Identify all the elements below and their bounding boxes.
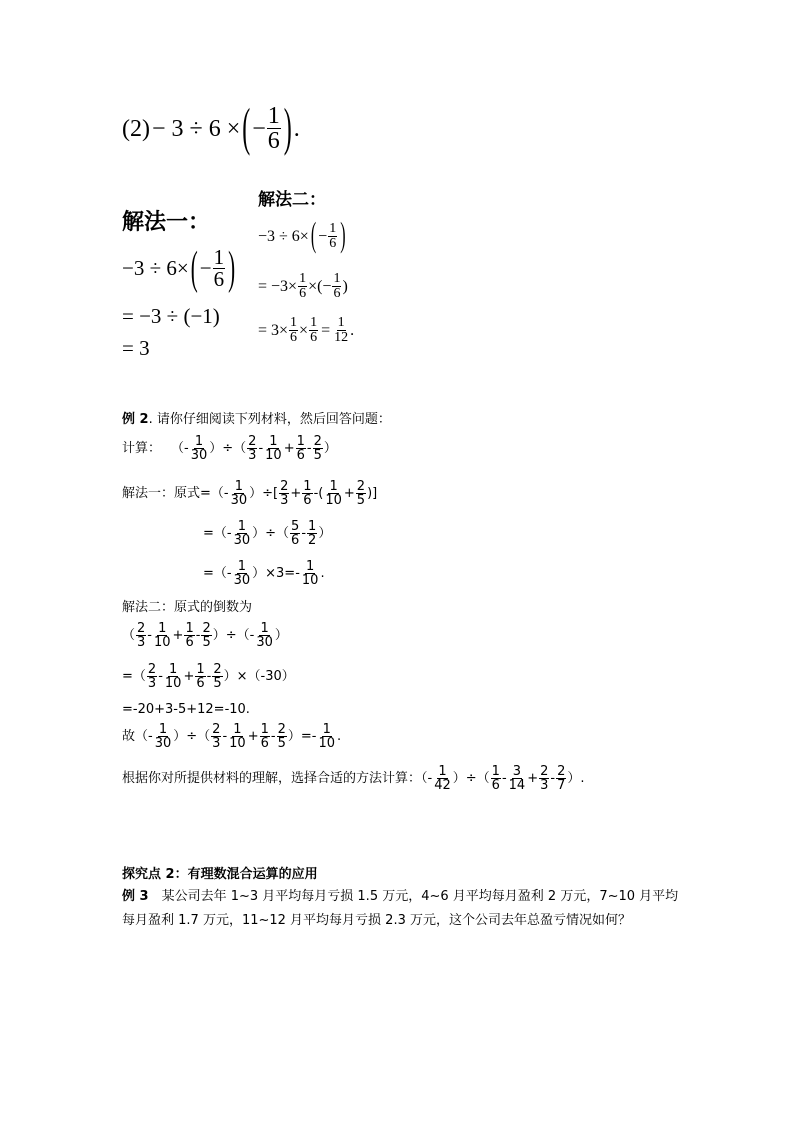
fraction: $\frac{5}{6}$	[291, 519, 300, 548]
minus-sign: −	[199, 256, 212, 280]
fraction: $\frac{2}{5}$	[277, 722, 286, 751]
expression-part: = −3×	[258, 277, 298, 295]
denominator: 6	[290, 330, 298, 345]
left-paren: (	[190, 241, 198, 294]
fraction: $\frac{1}{10}$	[154, 621, 171, 650]
denominator: 6	[310, 330, 318, 345]
example-2-method-2-line-1: （ $\frac{2}{3}$ - $\frac{1}{10}$ + $\frac{1}{6}$ - $\frac{2}{5}$ ）÷（- $\frac{1}{30}$ ）	[122, 621, 288, 650]
fraction: $\frac{2}{7}$	[557, 764, 566, 793]
method-2-line-1	[258, 216, 348, 255]
numerator: 1	[333, 271, 341, 286]
fraction: $\frac{1}{10}$	[229, 722, 246, 751]
fraction	[213, 247, 226, 290]
denominator: 6	[299, 286, 307, 301]
fraction	[332, 272, 341, 301]
explore-2-title: 探究点 2：有理数混合运算的应用	[122, 867, 318, 882]
fraction: $\frac{1}{30}$	[230, 479, 248, 508]
example-2-final-prompt: 根据你对所提供材料的理解，选择合适的方法计算：（- $\frac{1}{42}$ ）÷（ $\frac{1}{6}$ - $\frac{3}{14}$ + $\frac{2}{3}$ - $\frac{2}{7}$ ）.	[122, 764, 585, 793]
method-2-line-2	[258, 272, 348, 301]
fraction: $\frac{1}{6}$	[296, 434, 305, 463]
numerator: 1	[267, 103, 280, 129]
fraction: $\frac{2}{3}$	[540, 764, 549, 793]
right-paren: )	[228, 241, 236, 294]
expression-lead: −3 ÷ 6×	[122, 256, 189, 280]
example-3-line-1	[122, 890, 678, 903]
fraction	[267, 104, 281, 153]
numerator: 1	[213, 245, 225, 269]
method-1-line-3: = 3	[122, 336, 150, 360]
minus-sign: −	[318, 227, 328, 245]
right-paren: )	[283, 99, 292, 158]
fraction: $\frac{1}{30}$	[154, 722, 172, 751]
fraction: $\frac{1}{42}$	[434, 764, 451, 793]
expression-part: ×	[299, 321, 309, 339]
fraction: $\frac{1}{10}$	[318, 722, 335, 751]
expression-part: = 3×	[258, 321, 289, 339]
problem-2-lead: − 3 ÷ 6 ×	[151, 115, 241, 142]
numerator: 1	[337, 315, 345, 330]
fraction: $\frac{1}{10}$	[325, 479, 342, 508]
method-1-label: 解法一：原式=（-	[122, 486, 229, 501]
example-2-method-1-line-1: 解法一：原式=（- $\frac{1}{30}$ ）÷[ $\frac{2}{3}$ + $\frac{1}{6}$ -( $\frac{1}{10}$ + $\frac{2}{5}$ )]	[122, 479, 378, 508]
denominator: 6	[213, 267, 225, 291]
example-2-method-2-line-2: =（ $\frac{2}{3}$ - $\frac{1}{10}$ + $\frac{1}{6}$ - $\frac{2}{5}$ ）×（-30）	[122, 662, 295, 691]
left-paren: (	[310, 216, 317, 255]
fraction: $\frac{2}{5}$	[356, 479, 366, 508]
example-2-calc: 计算： （- $\frac{1}{30}$ ）÷（ $\frac{2}{3}$ - $\frac{1}{10}$ + $\frac{1}{6}$ - $\frac{2}{5}$ ）	[122, 434, 337, 463]
expression-part: =	[321, 321, 331, 339]
fraction	[309, 316, 318, 345]
calc-label: 计算：	[122, 441, 162, 456]
denominator: 12	[334, 330, 349, 345]
final-prompt-label: 根据你对所提供材料的理解，选择合适的方法计算：（-	[122, 771, 433, 786]
example-label: 例 3	[122, 889, 149, 904]
example-2-heading	[122, 413, 391, 426]
problem-2-expression	[122, 99, 300, 158]
example-2-method-1-line-2: =（- $\frac{1}{30}$ ）÷（ $\frac{5}{6}$ - $\frac{1}{2}$ ）	[203, 519, 332, 548]
fraction: $\frac{1}{10}$	[265, 434, 282, 463]
right-paren: )	[340, 216, 346, 255]
fraction: $\frac{2}{3}$	[137, 621, 146, 650]
fraction: $\frac{3}{14}$	[508, 764, 526, 793]
method-1-title: 解法一：	[122, 210, 211, 235]
example-2-method-2-intro: 解法二：原式的倒数为	[122, 600, 253, 615]
fraction: $\frac{1}{30}$	[233, 519, 251, 548]
fraction: $\frac{1}{10}$	[164, 662, 182, 691]
fraction: $\frac{2}{3}$	[147, 662, 157, 691]
fraction	[289, 316, 298, 345]
expression-part: ×(−	[308, 277, 332, 295]
fraction: $\frac{1}{6}$	[196, 662, 205, 691]
expression-part: )	[342, 277, 348, 295]
method-2-title: 解法二：	[258, 190, 326, 210]
numerator: 1	[290, 315, 298, 330]
numerator: 1	[329, 221, 337, 236]
fraction: $\frac{1}{2}$	[308, 519, 317, 548]
example-intro: . 请你仔细阅读下列材料，然后回答问题：	[148, 412, 391, 427]
denominator: 6	[329, 236, 337, 251]
example-2-method-1-line-3: =（- $\frac{1}{30}$ ）×3=- $\frac{1}{10}$ .	[203, 559, 325, 588]
example-label: 例 2	[122, 412, 149, 427]
fraction: $\frac{1}{30}$	[256, 621, 273, 650]
left-paren: (	[242, 99, 251, 158]
numerator: 1	[310, 315, 318, 330]
fraction: $\frac{1}{30}$	[190, 434, 208, 463]
method-1-line-1	[122, 241, 237, 294]
period: .	[293, 115, 300, 142]
problem-2-label: (2)	[122, 115, 150, 142]
example-text: 某公司去年 1~3 月平均每月亏损 1.5 万元，4~6 月平均每月盈利 2 万元，7~10 月平均	[148, 889, 679, 904]
numerator: 1	[299, 271, 307, 286]
method-2-line-3	[258, 316, 354, 345]
fraction: $\frac{2}{5}$	[213, 662, 222, 691]
fraction: $\frac{1}{6}$	[303, 479, 312, 508]
fraction: $\frac{1}{6}$	[260, 722, 269, 751]
fraction: $\frac{2}{5}$	[202, 621, 211, 650]
expression-lead: −3 ÷ 6×	[258, 227, 309, 245]
fraction	[328, 222, 337, 251]
minus-sign: −	[252, 115, 266, 142]
fraction: $\frac{1}{6}$	[185, 621, 194, 650]
example-2-method-2-sum: =-20+3-5+12=-10.	[122, 702, 250, 717]
denominator: 6	[333, 286, 341, 301]
example-3-line-2: 每月盈利 1.7 万元，11~12 月平均每月亏损 2.3 万元，这个公司去年总盈亏情况如何？	[122, 913, 631, 928]
fraction	[298, 272, 307, 301]
fraction: $\frac{2}{3}$	[248, 434, 257, 463]
method-1-line-2: = −3 ÷ (−1)	[122, 304, 220, 328]
fraction: $\frac{2}{3}$	[212, 722, 221, 751]
conclusion-label: 故（-	[122, 729, 153, 744]
example-2-conclusion: 故（- $\frac{1}{30}$ ）÷（ $\frac{2}{3}$ - $\frac{1}{10}$ + $\frac{1}{6}$ - $\frac{2}{5}$ ）=- $\frac{1}{10}$ .	[122, 722, 342, 751]
period: .	[350, 321, 355, 339]
fraction: $\frac{1}{10}$	[301, 559, 319, 588]
fraction: $\frac{2}{3}$	[280, 479, 289, 508]
fraction: $\frac{1}{30}$	[233, 559, 251, 588]
fraction	[333, 316, 349, 345]
fraction: $\frac{1}{6}$	[491, 764, 500, 793]
denominator: 6	[267, 128, 280, 154]
fraction: $\frac{2}{5}$	[313, 434, 322, 463]
